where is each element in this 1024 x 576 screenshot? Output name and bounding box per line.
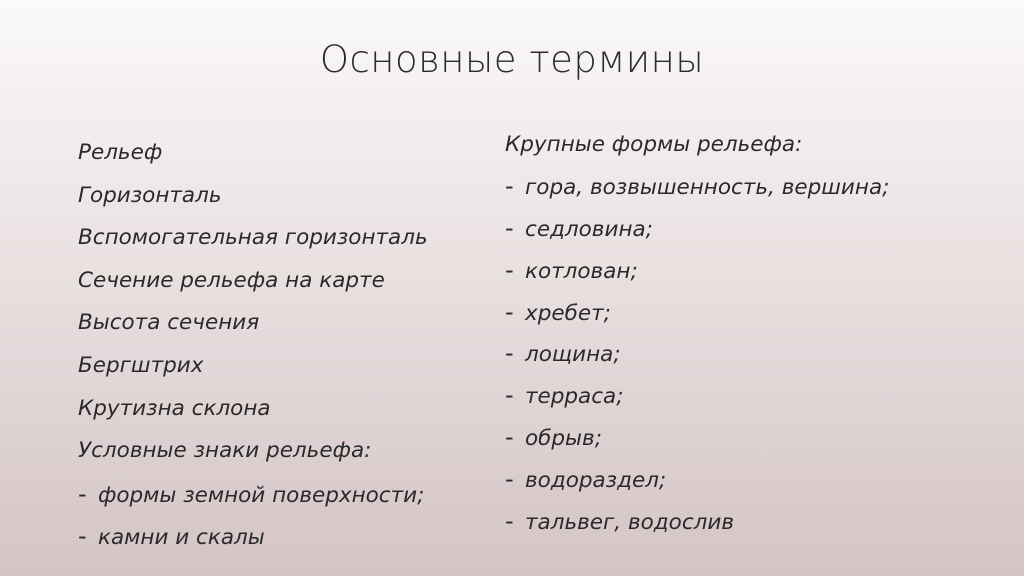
list-item [78,175,498,218]
dash-bullet: - [505,381,514,410]
list-item [78,388,498,431]
list-item [78,302,498,345]
list-item [505,292,1005,334]
list-item-text: Бергштрих [78,352,204,378]
dash-bullet: - [505,465,514,494]
list-item-text: терраса; [525,384,624,410]
list-item-text: гора, возвышенность, вершина; [525,174,890,200]
dash-bullet: - [78,479,87,508]
right-terms-list [505,124,1005,543]
dash-bullet: - [505,171,514,200]
list-item-text: формы земной поверхности; [98,482,425,508]
dash-bullet: - [505,297,514,326]
dash-bullet: - [505,213,514,242]
list-item-text: седловина; [525,216,653,242]
dash-bullet: - [505,339,514,368]
list-item [78,345,498,388]
list-item-text: котлован; [525,258,638,284]
list-item [505,250,1005,292]
list-item-text: камни и скалы [98,525,265,551]
list-item [505,124,1005,166]
list-item [505,459,1005,501]
dash-bullet: - [505,423,514,452]
list-item [505,208,1005,250]
list-item-text: хребет; [525,300,611,326]
list-item [78,260,498,303]
list-item-text: Высота сечения [78,310,260,336]
dash-bullet: - [78,522,87,551]
list-item [78,515,498,558]
list-item-text: Сечение рельефа на карте [78,267,385,293]
list-item [78,473,498,516]
dash-bullet: - [505,255,514,284]
list-item-text: Условные знаки рельефа: [78,438,372,464]
list-item-text: тальвег, водослив [525,510,735,536]
list-item [78,430,498,473]
list-item [505,333,1005,375]
list-item-text: Рельеф [78,140,163,165]
list-item [78,132,498,175]
list-item-text: лощина; [525,342,621,368]
list-item-text: Крупные формы рельефа: [505,132,803,157]
left-terms-list [78,132,498,558]
list-item-text: обрыв; [525,426,602,452]
slide-title: Основные термины [319,38,705,81]
list-item-text: Горизонталь [78,182,222,208]
list-item [505,375,1005,417]
list-item [505,166,1005,208]
list-item [505,417,1005,459]
list-item [78,217,498,260]
list-item-text: Вспомогательная горизонталь [78,225,428,251]
dash-bullet: - [505,507,514,536]
list-item-text: водораздел; [525,468,667,494]
list-item-text: Крутизна склона [78,395,271,421]
list-item [505,501,1005,543]
